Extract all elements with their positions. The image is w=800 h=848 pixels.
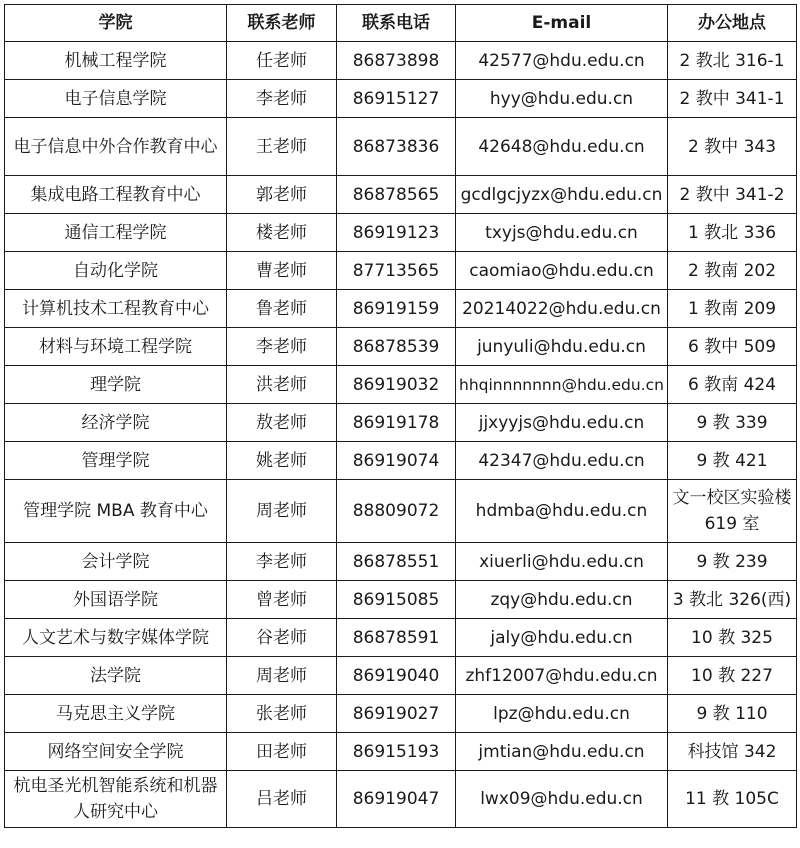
cell-teacher: 李老师 [227,328,337,366]
cell-office: 2 教中 343 [668,118,797,176]
cell-teacher: 曹老师 [227,252,337,290]
cell-college: 外国语学院 [5,581,227,619]
cell-phone: 86919123 [337,214,456,252]
table-body [5,42,797,828]
cell-teacher: 吕老师 [227,771,337,828]
table-row [5,404,797,442]
cell-college: 法学院 [5,657,227,695]
cell-email[interactable]: 20214022@hdu.edu.cn [456,290,668,328]
cell-office: 2 教中 341-2 [668,176,797,214]
cell-office: 2 教中 341-1 [668,80,797,118]
contact-table [4,4,797,828]
cell-phone: 86873836 [337,118,456,176]
table-row [5,543,797,581]
table-row [5,214,797,252]
table-row [5,118,797,176]
cell-office: 11 教 105C [668,771,797,828]
table-row [5,366,797,404]
cell-office: 9 教 421 [668,442,797,480]
header-row [5,5,797,42]
cell-office: 9 教 239 [668,543,797,581]
cell-office: 10 教 227 [668,657,797,695]
cell-email[interactable]: hyy@hdu.edu.cn [456,80,668,118]
cell-phone: 86919032 [337,366,456,404]
table-row [5,328,797,366]
table-row [5,252,797,290]
cell-phone: 86919074 [337,442,456,480]
cell-teacher: 鲁老师 [227,290,337,328]
cell-phone: 86919047 [337,771,456,828]
cell-phone: 86919027 [337,695,456,733]
cell-college: 材料与环境工程学院 [5,328,227,366]
cell-office: 1 教北 336 [668,214,797,252]
cell-college: 杭电圣光机智能系统和机器人研究中心 [5,771,227,828]
cell-email[interactable]: 42577@hdu.edu.cn [456,42,668,80]
cell-phone: 86878539 [337,328,456,366]
cell-office: 1 教南 209 [668,290,797,328]
cell-college: 管理学院 MBA 教育中心 [5,480,227,543]
cell-college: 经济学院 [5,404,227,442]
cell-college: 管理学院 [5,442,227,480]
cell-phone: 86878565 [337,176,456,214]
cell-email[interactable]: jaly@hdu.edu.cn [456,619,668,657]
table-row [5,442,797,480]
cell-teacher: 曾老师 [227,581,337,619]
cell-email[interactable]: lpz@hdu.edu.cn [456,695,668,733]
cell-college: 网络空间安全学院 [5,733,227,771]
cell-teacher: 谷老师 [227,619,337,657]
cell-phone: 86915127 [337,80,456,118]
cell-office: 9 教 339 [668,404,797,442]
cell-email[interactable]: jjxyyjs@hdu.edu.cn [456,404,668,442]
header-phone: 联系电话 [337,5,456,42]
table-row [5,581,797,619]
cell-college: 理学院 [5,366,227,404]
cell-teacher: 敖老师 [227,404,337,442]
cell-email[interactable]: 42347@hdu.edu.cn [456,442,668,480]
cell-teacher: 李老师 [227,80,337,118]
header-email: E-mail [456,5,668,42]
cell-email[interactable]: lwx09@hdu.edu.cn [456,771,668,828]
header-teacher: 联系老师 [227,5,337,42]
cell-email[interactable]: hdmba@hdu.edu.cn [456,480,668,543]
cell-email[interactable]: hhqinnnnnnn@hdu.edu.cn [456,366,668,404]
cell-college: 通信工程学院 [5,214,227,252]
cell-office: 文一校区实验楼 619 室 [668,480,797,543]
cell-college: 人文艺术与数字媒体学院 [5,619,227,657]
cell-office: 2 教南 202 [668,252,797,290]
cell-phone: 87713565 [337,252,456,290]
cell-email[interactable]: jmtian@hdu.edu.cn [456,733,668,771]
cell-teacher: 洪老师 [227,366,337,404]
header-office: 办公地点 [668,5,797,42]
cell-college: 电子信息中外合作教育中心 [5,118,227,176]
cell-email[interactable]: gcdlgcjyzx@hdu.edu.cn [456,176,668,214]
cell-email[interactable]: 42648@hdu.edu.cn [456,118,668,176]
cell-teacher: 田老师 [227,733,337,771]
cell-phone: 86878551 [337,543,456,581]
cell-phone: 86878591 [337,619,456,657]
cell-office: 科技馆 342 [668,733,797,771]
cell-college: 会计学院 [5,543,227,581]
cell-teacher: 周老师 [227,480,337,543]
cell-teacher: 郭老师 [227,176,337,214]
cell-phone: 86919040 [337,657,456,695]
cell-teacher: 任老师 [227,42,337,80]
cell-email[interactable]: zqy@hdu.edu.cn [456,581,668,619]
cell-email[interactable]: caomiao@hdu.edu.cn [456,252,668,290]
cell-email[interactable]: xiuerli@hdu.edu.cn [456,543,668,581]
cell-office: 2 教北 316-1 [668,42,797,80]
cell-office: 6 教中 509 [668,328,797,366]
cell-teacher: 王老师 [227,118,337,176]
cell-email[interactable]: junyuli@hdu.edu.cn [456,328,668,366]
header-college: 学院 [5,5,227,42]
cell-teacher: 周老师 [227,657,337,695]
cell-office: 10 教 325 [668,619,797,657]
cell-college: 集成电路工程教育中心 [5,176,227,214]
cell-college: 机械工程学院 [5,42,227,80]
cell-phone: 86915193 [337,733,456,771]
table-row [5,80,797,118]
cell-email[interactable]: zhf12007@hdu.edu.cn [456,657,668,695]
cell-college: 计算机技术工程教育中心 [5,290,227,328]
cell-office: 6 教南 424 [668,366,797,404]
table-row [5,480,797,543]
cell-phone: 86919178 [337,404,456,442]
cell-college: 电子信息学院 [5,80,227,118]
table-row [5,695,797,733]
cell-college: 马克思主义学院 [5,695,227,733]
cell-teacher: 姚老师 [227,442,337,480]
cell-phone: 88809072 [337,480,456,543]
table-row [5,771,797,828]
cell-teacher: 张老师 [227,695,337,733]
cell-teacher: 楼老师 [227,214,337,252]
cell-teacher: 李老师 [227,543,337,581]
cell-college: 自动化学院 [5,252,227,290]
cell-phone: 86919159 [337,290,456,328]
cell-email[interactable]: txyjs@hdu.edu.cn [456,214,668,252]
table-row [5,657,797,695]
cell-phone: 86915085 [337,581,456,619]
table-row [5,290,797,328]
table-row [5,619,797,657]
cell-office: 9 教 110 [668,695,797,733]
cell-phone: 86873898 [337,42,456,80]
table-row [5,176,797,214]
table-row [5,733,797,771]
cell-office: 3 教北 326(西) [668,581,797,619]
table-row [5,42,797,80]
